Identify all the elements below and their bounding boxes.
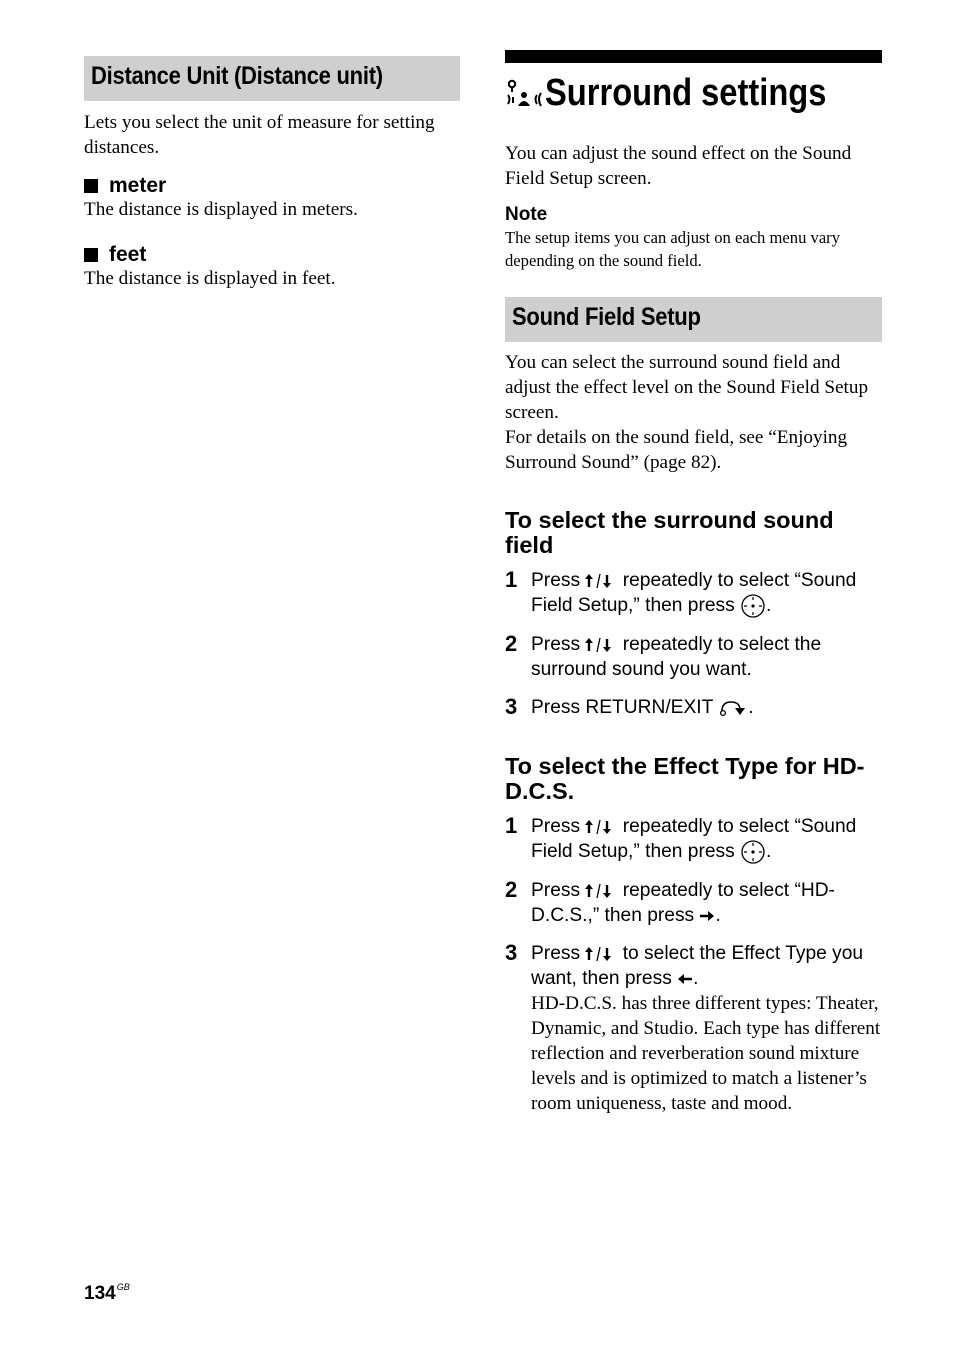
sound-field-reference: For details on the sound field, see “Enjoying Surround Sound” (page 82). — [505, 427, 848, 473]
step-number: 2 — [505, 631, 518, 656]
page-suffix: GB — [116, 1282, 130, 1292]
note-text: The setup items you can adjust on each menu vary depending on the sound field. — [505, 228, 841, 270]
section-heading-distance-unit: Distance Unit (Distance unit) — [84, 56, 460, 101]
step-detail: HD-D.C.S. has three different types: Theater, Dynamic, and Studio. Each type has different reflection and reverberation sound mixture levels and is optimized to match a listener’s room uniqueness, taste and mood. — [531, 993, 881, 1114]
chapter-heading — [505, 72, 882, 114]
step-number: 1 — [505, 813, 518, 838]
enter-button-icon — [740, 593, 766, 619]
up-down-arrow-icon — [585, 884, 617, 898]
option-feet — [84, 244, 460, 291]
step-number: 3 — [505, 694, 518, 719]
note-label: Note — [505, 204, 548, 225]
procedure-heading: To select the Effect Type for HD-D.C.S. — [505, 753, 865, 804]
left-column — [84, 56, 460, 291]
return-arrow-icon — [718, 698, 748, 718]
chapter-rule — [505, 50, 882, 63]
option-meter — [84, 175, 460, 222]
procedure-heading: To select the surround sound field — [505, 507, 834, 558]
procedure-step: 2 Press repeatedly to select “HD-D.C.S.,” then press . — [505, 877, 835, 926]
step-number: 3 — [505, 940, 518, 965]
bullet-square-icon — [84, 248, 98, 262]
sound-field-intro: You can select the surround sound field and adjust the effect level on the Sound Field Setup screen. — [505, 352, 869, 423]
surround-speaker-icon — [505, 78, 545, 108]
page-number: $134^{GB}$ — [84, 1282, 130, 1304]
option-label: meter — [109, 174, 167, 197]
chapter-title: Surround settings — [545, 72, 827, 114]
procedure-step: 1 Press repeatedly to select “Sound Field Setup,” then press . — [505, 814, 882, 865]
procedure-step: 3 Press RETURN/EXIT . — [505, 694, 754, 719]
option-description: The distance is displayed in meters. — [84, 199, 358, 220]
surround-intro: You can adjust the sound effect on the Sound Field Setup screen. — [505, 143, 852, 189]
bullet-square-icon — [84, 179, 98, 193]
distance-unit-intro: Lets you select the unit of measure for setting distances. — [84, 112, 435, 158]
procedure-step: 2 Press repeatedly to select the surround sound you want. — [505, 631, 822, 680]
left-arrow-icon — [677, 973, 693, 985]
right-arrow-icon — [699, 910, 715, 922]
option-label: feet — [109, 243, 147, 266]
option-description: The distance is displayed in feet. — [84, 268, 336, 289]
procedure-step: 3 Press to select the Effect Type you want, then press . HD-D.C.S. has three different types: Theater, Dynamic, and Studio. Each type has different reflection and reverberation sound mixture levels and is optimized to match a listener’s room uniqueness, taste and mood. — [505, 940, 881, 1114]
up-down-arrow-icon — [585, 947, 617, 961]
up-down-arrow-icon — [585, 820, 617, 834]
procedure-step: 1 Press repeatedly to select “Sound Field Setup,” then press . — [505, 568, 882, 619]
step-number: 1 — [505, 567, 518, 592]
right-column — [505, 50, 882, 1116]
enter-button-icon — [740, 839, 766, 865]
up-down-arrow-icon — [585, 638, 617, 652]
section-heading-sound-field-setup: Sound Field Setup — [505, 297, 882, 342]
step-number: 2 — [505, 877, 518, 902]
up-down-arrow-icon — [585, 574, 617, 588]
